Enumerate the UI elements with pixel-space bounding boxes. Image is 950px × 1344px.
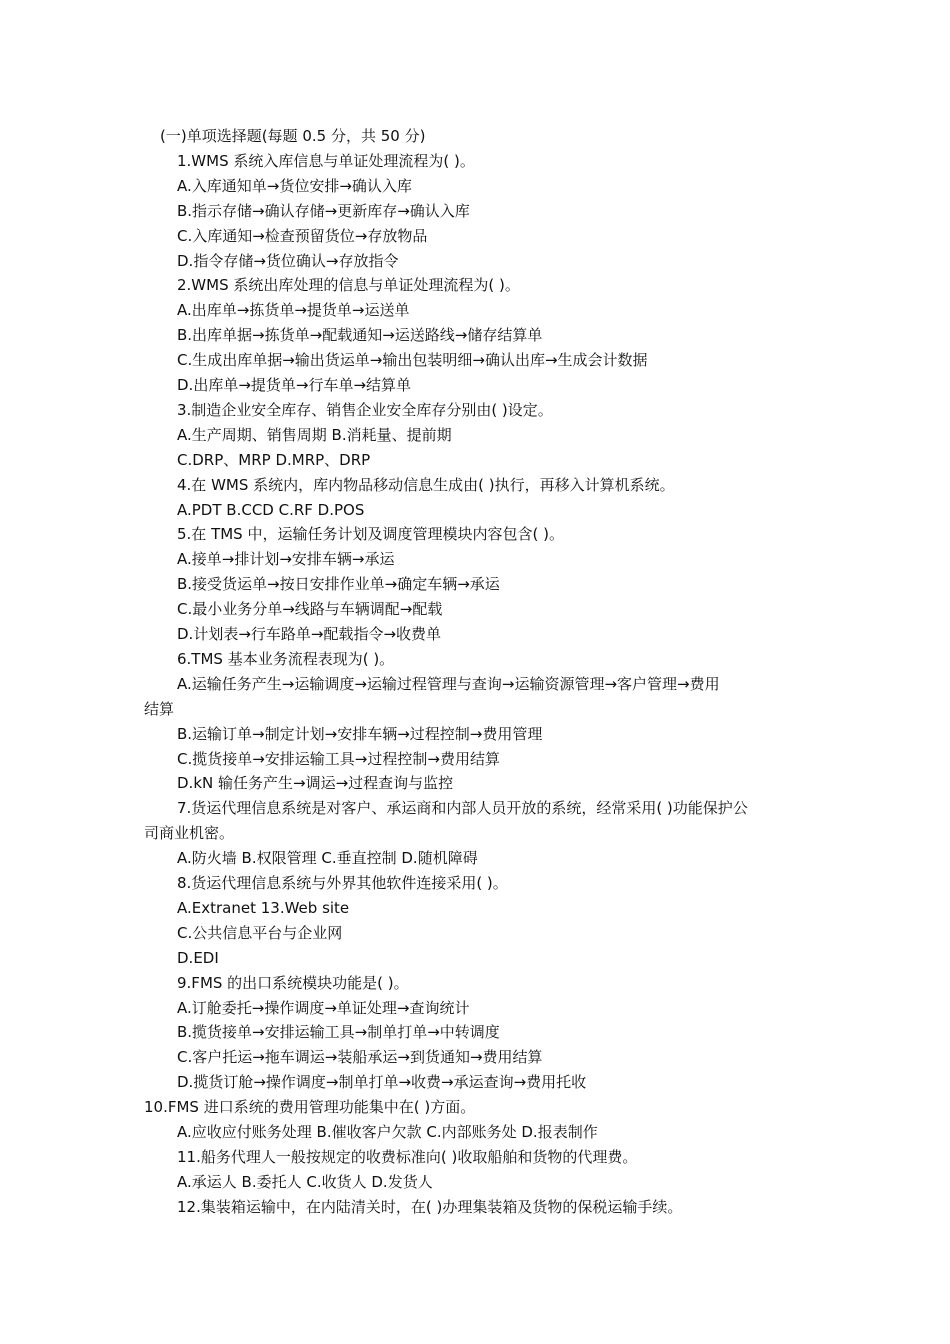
text-line: 12.集装箱运输中，在内陆清关时，在( )办理集装箱及货物的保税运输手续。 [177,1198,683,1216]
text-line: A.防火墙 B.权限管理 C.垂直控制 D.随机障碍 [177,849,478,867]
text-line: D.揽货订舱→操作调度→制单打单→收费→承运查询→费用托收 [177,1073,587,1091]
text-line: 9.FMS 的出口系统模块功能是( )。 [177,974,409,992]
text-line: A.PDT B.CCD C.RF D.POS [177,501,365,519]
text-line: C.入库通知→检查预留货位→存放物品 [177,227,428,245]
text-line: B.揽货接单→安排运输工具→制单打单→中转调度 [177,1023,500,1041]
text-line: A.Extranet 13.Web site [177,899,350,917]
text-line: 7.货运代理信息系统是对客户、承运商和内部人员开放的系统，经常采用( )功能保护公 [177,799,748,817]
text-line: D.计划表→行车路单→配载指令→收费单 [177,625,442,643]
text-line: 3.制造企业安全库存、销售企业安全库存分别由( )设定。 [177,401,553,419]
text-line: 8.货运代理信息系统与外界其他软件连接采用( )。 [177,874,508,892]
text-line: D.EDI [177,949,219,967]
text-line: C.公共信息平台与企业网 [177,924,343,942]
text-line: A.订舱委托→操作调度→单证处理→查询统计 [177,999,470,1017]
text-line: 11.船务代理人一般按规定的收费标准向( )收取船舶和货物的代理费。 [177,1148,638,1166]
text-line: A.运输任务产生→运输调度→运输过程管理与查询→运输资源管理→客户管理→费用 [177,675,720,693]
text-line: 司商业机密。 [144,824,235,842]
text-line: A.承运人 B.委托人 C.收货人 D.发货人 [177,1173,433,1191]
text-line: B.接受货运单→按日安排作业单→确定车辆→承运 [177,575,500,593]
text-line: D.指令存储→货位确认→存放指令 [177,252,399,270]
text-line: 4.在 WMS 系统内，库内物品移动信息生成由( )执行，再移入计算机系统。 [177,476,675,494]
text-line: B.指示存储→确认存储→更新库存→确认入库 [177,202,470,220]
text-line: C.生成出库单据→输出货运单→输出包装明细→确认出库→生成会计数据 [177,351,648,369]
text-line: 6.TMS 基本业务流程表现为( )。 [177,650,395,668]
text-line: D.出库单→提货单→行车单→结算单 [177,376,412,394]
text-line: 结算 [144,700,175,718]
text-line: A.生产周期、销售周期 B.消耗量、提前期 [177,426,452,444]
text-line: A.入库通知单→货位安排→确认入库 [177,177,412,195]
text-line: C.最小业务分单→线路与车辆调配→配载 [177,600,443,618]
section-heading: (一)单项选择题(每题 0.5 分，共 50 分) [160,127,426,145]
text-line: A.接单→排计划→安排车辆→承运 [177,550,395,568]
text-line: C.客户托运→拖车调运→装船承运→到货通知→费用结算 [177,1048,543,1066]
text-line: 5.在 TMS 中，运输任务计划及调度管理模块内容包含( )。 [177,525,564,543]
text-line: A.出库单→拣货单→提货单→运送单 [177,301,410,319]
text-line: B.运输订单→制定计划→安排车辆→过程控制→费用管理 [177,725,543,743]
text-line: C.DRP、MRP D.MRP、DRP [177,451,371,469]
text-line: C.揽货接单→安排运输工具→过程控制→费用结算 [177,750,500,768]
text-line: 1.WMS 系统入库信息与单证处理流程为( )。 [177,152,475,170]
text-line: B.出库单据→拣货单→配载通知→运送路线→储存结算单 [177,326,543,344]
text-line: 10.FMS 进口系统的费用管理功能集中在( )方面。 [144,1098,476,1116]
text-line: 2.WMS 系统出库处理的信息与单证处理流程为( )。 [177,276,520,294]
text-line: A.应收应付账务处理 B.催收客户欠款 C.内部账务处 D.报表制作 [177,1123,598,1141]
text-line: D.kN 输任务产生→调运→过程查询与监控 [177,774,454,792]
